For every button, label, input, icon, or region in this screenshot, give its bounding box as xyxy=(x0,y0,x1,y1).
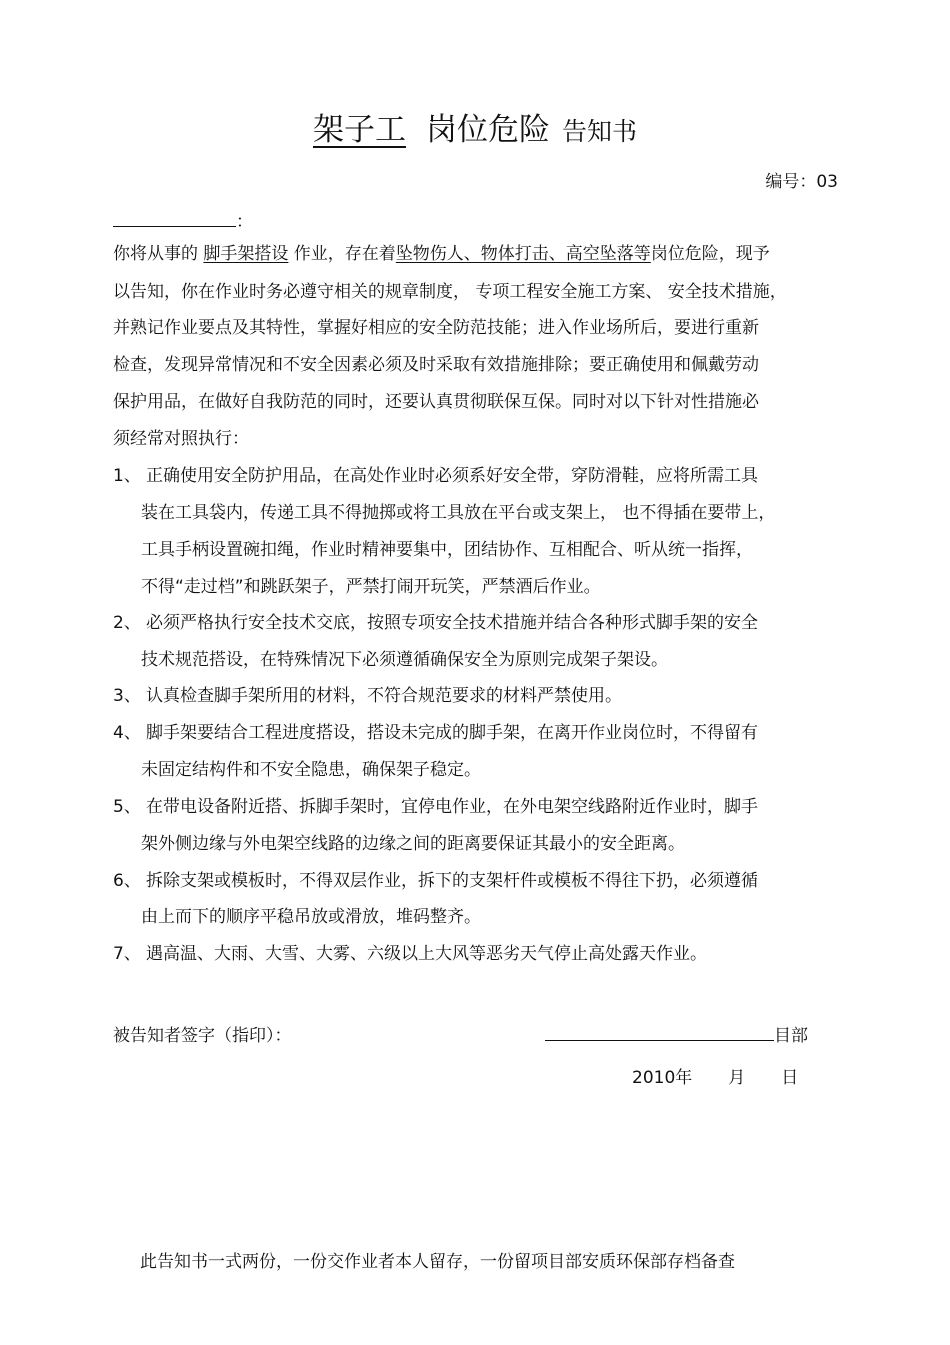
signature-department xyxy=(545,1021,808,1046)
intro-line-4: 检查，发现异常情况和不安全因素必须及时采取有效措施排除；要正确使用和佩戴劳动 xyxy=(113,355,759,375)
intro-line-5: 保护用品，在做好自我防范的同时，还要认真贯彻联保互保。同时对以下针对性措施必 xyxy=(113,392,759,412)
recipient-line xyxy=(113,207,253,232)
item-number: 7、 xyxy=(113,944,141,964)
item-number: 5、 xyxy=(113,797,141,817)
item-continuation: 技术规范搭设，在特殊情况下必须遵循确保安全为原则完成架子架设。 xyxy=(141,650,668,670)
intro-text: 岗位危险，现予 xyxy=(650,244,770,264)
item-continuation: 不得“走过档”和跳跃架子，严禁打闹开玩笑，严禁酒后作业。 xyxy=(141,577,601,597)
item-text: 在带电设备附近搭、拆脚手架时，宜停电作业，在外电架空线路附近作业时，脚手 xyxy=(146,797,758,817)
intro-line-6: 须经常对照执行： xyxy=(113,429,249,449)
title-notice: 告知书 xyxy=(561,117,637,146)
item-text: 必须严格执行安全技术交底，按照专项安全技术措施并结合各种形式脚手架的安全 xyxy=(146,613,758,633)
item-number: 2、 xyxy=(113,613,141,633)
item-number: 3、 xyxy=(113,686,141,706)
item-text: 正确使用安全防护用品，在高处作业时必须系好安全带，穿防滑鞋，应将所需工具 xyxy=(146,466,758,486)
work-type: 脚手架搭设 xyxy=(203,244,289,264)
document-number: 编号：03 xyxy=(765,172,838,192)
item-continuation: 未固定结构件和不安全隐患，确保架子稳定。 xyxy=(141,760,481,780)
title-danger: 岗位危险 xyxy=(425,112,550,148)
page-title xyxy=(0,104,950,149)
intro-line-3: 并熟记作业要点及其特性，掌握好相应的安全防范技能；进入作业场所后，要进行重新 xyxy=(113,318,759,338)
recipient-blank xyxy=(113,214,236,227)
title-job: 架子工 xyxy=(312,112,406,148)
list-item xyxy=(113,723,758,743)
item-number: 4、 xyxy=(113,723,141,743)
list-item xyxy=(113,686,622,706)
signature-blank xyxy=(545,1024,774,1041)
department-label: 目部 xyxy=(774,1026,808,1046)
recipient-colon: ： xyxy=(236,212,253,232)
list-item xyxy=(113,613,758,633)
item-continuation: 工具手柄设置碗扣绳，作业时精神要集中，团结协作、互相配合、听从统一指挥， xyxy=(141,540,753,560)
intro-line-2: 以告知，你在作业时务必遵守相关的规章制度， 专项工程安全施工方案、 安全技术措施， xyxy=(113,282,787,302)
intro-text: 作业，存在着 xyxy=(288,244,396,264)
list-item xyxy=(113,871,758,891)
intro-line-1 xyxy=(113,244,770,264)
item-text: 脚手架要结合工程进度搭设，搭设未完成的脚手架，在离开作业岗位时，不得留有 xyxy=(146,723,758,743)
list-item xyxy=(113,797,758,817)
item-number: 6、 xyxy=(113,871,141,891)
date-year: 2010年 xyxy=(632,1068,693,1088)
date-day: 日 xyxy=(781,1068,799,1088)
item-number: 1、 xyxy=(113,466,141,486)
signature-label: 被告知者签字（指印）： xyxy=(113,1026,292,1046)
item-text: 遇高温、大雨、大雪、大雾、六级以上大风等恶劣天气停止高处露天作业。 xyxy=(146,944,707,964)
date-line xyxy=(632,1063,798,1088)
hazard-list: 坠物伤人、物体打击、高空坠落等 xyxy=(395,244,651,264)
item-continuation: 由上而下的顺序平稳吊放或滑放，堆码整齐。 xyxy=(141,907,481,927)
list-item xyxy=(113,944,707,964)
list-item xyxy=(113,466,758,486)
intro-text: 你将从事的 xyxy=(113,244,204,264)
item-continuation: 装在工具袋内，传递工具不得抛掷或将工具放在平台或支架上， 也不得插在要带上， xyxy=(141,503,776,523)
item-text: 拆除支架或模板时，不得双层作业，拆下的支架杆件或模板不得往下扔，必须遵循 xyxy=(146,871,758,891)
item-continuation: 架外侧边缘与外电架空线路的边缘之间的距离要保证其最小的安全距离。 xyxy=(141,834,685,854)
item-text: 认真检查脚手架所用的材料，不符合规范要求的材料严禁使用。 xyxy=(146,686,622,706)
date-month: 月 xyxy=(728,1068,746,1088)
footer-note: 此告知书一式两份，一份交作业者本人留存，一份留项目部安质环保部存档备查 xyxy=(140,1252,735,1272)
